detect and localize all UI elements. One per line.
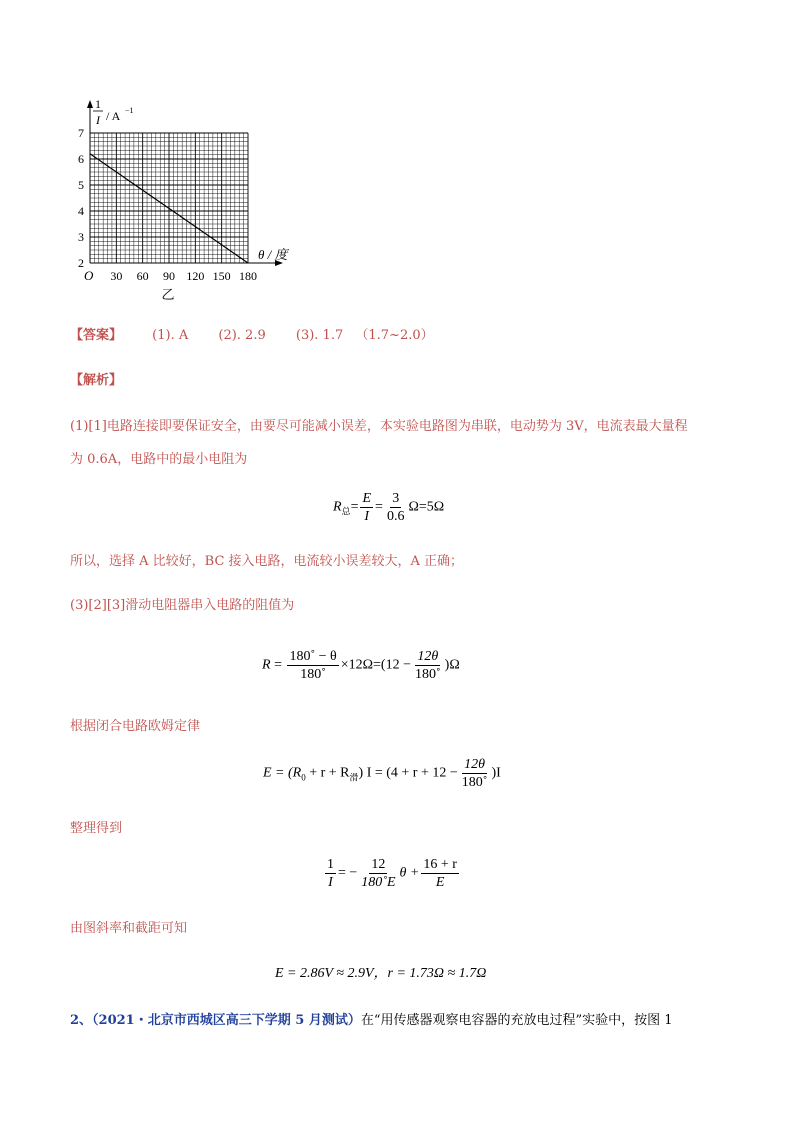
origin-label: O [84, 268, 94, 283]
chart-caption: 乙 [161, 288, 175, 303]
x-axis-label: θ / 度 [258, 247, 288, 262]
formula-5: E = 2.86V ≈ 2.9V，r = 1.73Ω ≈ 1.7Ω [275, 966, 487, 981]
analysis-p3: (3)[2][3]滑动电阻器串入电路的阻值为 [70, 598, 295, 613]
y-axis-label-exp: −1 [125, 106, 134, 115]
formula-3: $E = (R_0 + r + R_滑) I = (4 + r + 12$ − $\frac{12\theta}{180˚}$ )I [263, 757, 501, 790]
formula-4: $\frac{1}{I}$ = − $\frac{12}{180˚E}$ θ + $\frac{16 + r}{E}$ [327, 857, 457, 890]
y-axis-label-den: I [96, 113, 100, 127]
y-tick-label: 7 [78, 126, 84, 140]
x-tick-label: 90 [163, 269, 175, 283]
question-2-text: 在“用传感器观察电容器的充放电过程”实验中，按图 1 [360, 1013, 673, 1028]
analysis-label: 【解析】 [70, 373, 123, 388]
formula-1: $R_总=$ $\frac{E}{I}$ = $\frac{3}{0.6}$ Ω=5Ω [333, 491, 445, 524]
question-2-number: 2、 [70, 1013, 93, 1028]
y-tick-label: 5 [78, 178, 84, 192]
formula-2: R = $\frac{180˚ - \theta}{180˚}$ ×12Ω=(12 − $\frac{12\theta}{180˚}$ )Ω [262, 649, 460, 682]
x-tick-label: 30 [110, 269, 123, 283]
analysis-p4: 根据闭合电路欧姆定律 [70, 719, 201, 734]
chart-grid [90, 133, 248, 263]
y-tick-label: 4 [78, 204, 84, 218]
y-tick-label: 2 [78, 256, 84, 270]
answer-3-range: （1.7~2.0） [355, 328, 434, 343]
y-axis-label-unit: / A [106, 109, 121, 123]
chart-ticks [78, 126, 257, 283]
x-tick-label: 150 [212, 269, 231, 283]
question-2 [70, 1012, 673, 1030]
y-tick-label: 3 [78, 230, 84, 244]
question-2-source: （2021・北京市西城区高三下学期 5 月测试） [92, 1013, 361, 1028]
x-tick-label: 180 [239, 269, 257, 283]
graph-yi [70, 95, 300, 305]
x-tick-label: 60 [136, 269, 149, 283]
y-axis-label-num: 1 [95, 97, 101, 111]
answer-line [70, 327, 434, 345]
analysis-p1-line2: 为 0.6A，电路中的最小电阻为 [70, 452, 248, 467]
answer-3: (3). 1.7 [295, 328, 344, 343]
answer-1: (1). A [152, 328, 189, 343]
y-axis-arrow [87, 100, 93, 108]
answer-2: (2). 2.9 [218, 328, 266, 343]
x-tick-label: 120 [186, 269, 205, 283]
analysis-p5: 整理得到 [70, 821, 123, 836]
y-tick-label: 6 [78, 152, 84, 166]
answer-label: 【答案】 [70, 328, 123, 343]
analysis-p6: 由图斜率和截距可知 [70, 921, 188, 936]
analysis-p1-line1: (1)[1]电路连接即要保证安全，由要尽可能减小误差，本实验电路图为串联，电动势为 3V，电流表最大量程 [70, 419, 688, 434]
analysis-p2: 所以，选择 A 比较好，BC 接入电路，电流较小误差较大，A 正确； [70, 554, 464, 569]
